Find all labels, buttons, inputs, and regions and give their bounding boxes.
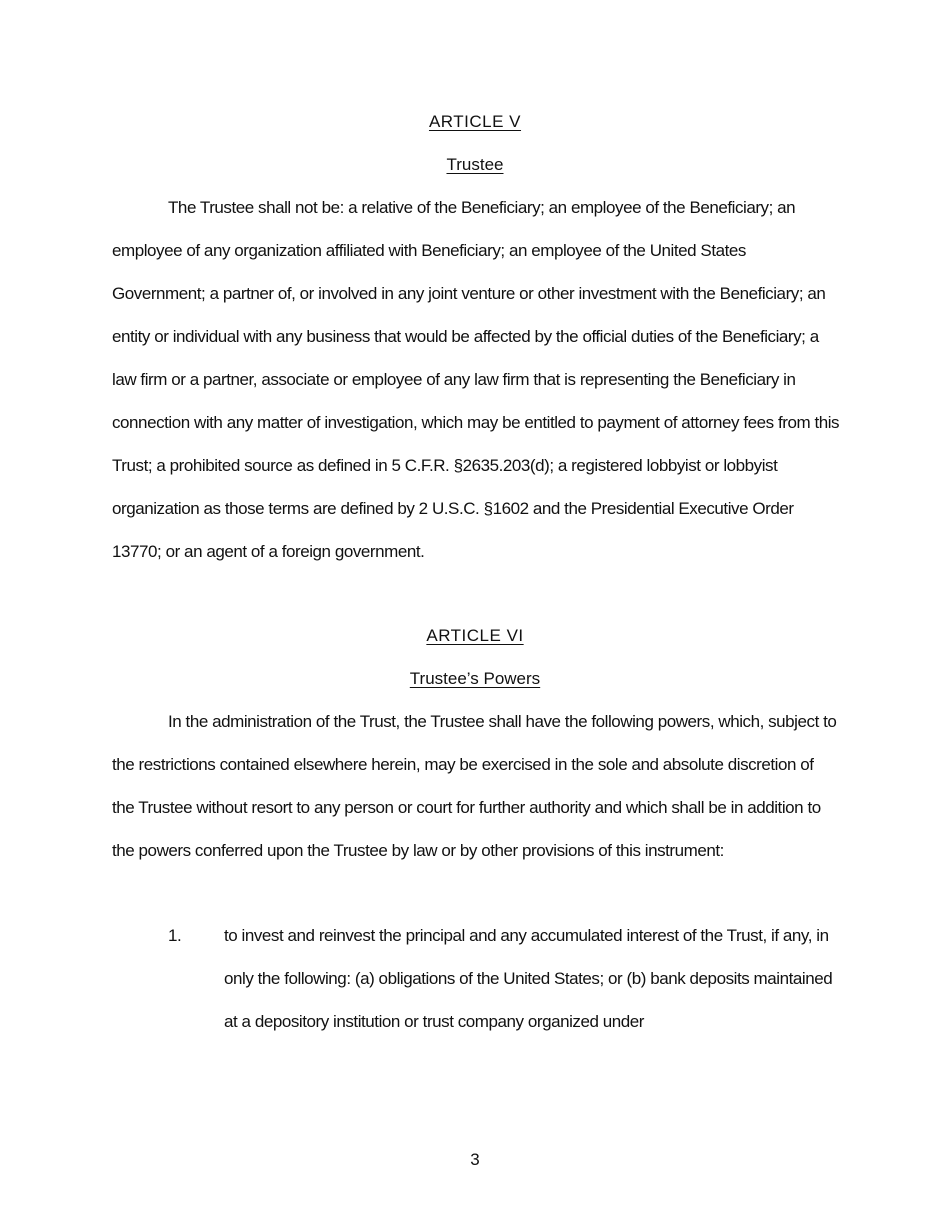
list-item-text: to invest and reinvest the principal and any accumulated interest of the Trust, if any, in only the following: (a) obligations of the United States; or (b) bank deposits maintained at a depository institution or trust company organized under xyxy=(224,926,833,1031)
article-5-paragraph: The Trustee shall not be: a relative of the Beneficiary; an employee of the Beneficiary; an employee of any organization affiliated with Beneficiary; an employee of the United States Government; a partner of, or involved in any joint venture or other investment with the Beneficiary; an entity or individual with any business that would be affected by the official duties of the Beneficiary; a law firm or a partner, associate or employee of any law firm that is representing the Beneficiary in connection with any matter of investigation, which may be entitled to payment of attorney fees from this Trust; a prohibited source as defined in 5 C.F.R. §2635.203(d); a registered lobbyist or lobbyist organization as those terms are defined by 2 U.S.C. §1602 and the Presidential Executive Order 13770; or an agent of a foreign government. xyxy=(112,198,840,561)
article-5-title: Trustee xyxy=(446,155,504,174)
article-5-heading: ARTICLE V xyxy=(428,112,522,131)
page-number: 3 xyxy=(470,1150,480,1169)
article-6-paragraph: In the administration of the Trust, the Trustee shall have the following powers, which, subject to the restrictions contained elsewhere herein, may be exercised in the sole and absolute discretion of the Trustee without resort to any person or court for further authority and which shall be in addition to the powers conferred upon the Trustee by law or by other provisions of this instrument: xyxy=(112,712,837,860)
list-item xyxy=(112,914,840,1043)
article-6-heading: ARTICLE VI xyxy=(426,626,524,645)
list-item-number: 1. xyxy=(168,926,182,945)
article-6-title: Trustee’s Powers xyxy=(409,669,541,688)
